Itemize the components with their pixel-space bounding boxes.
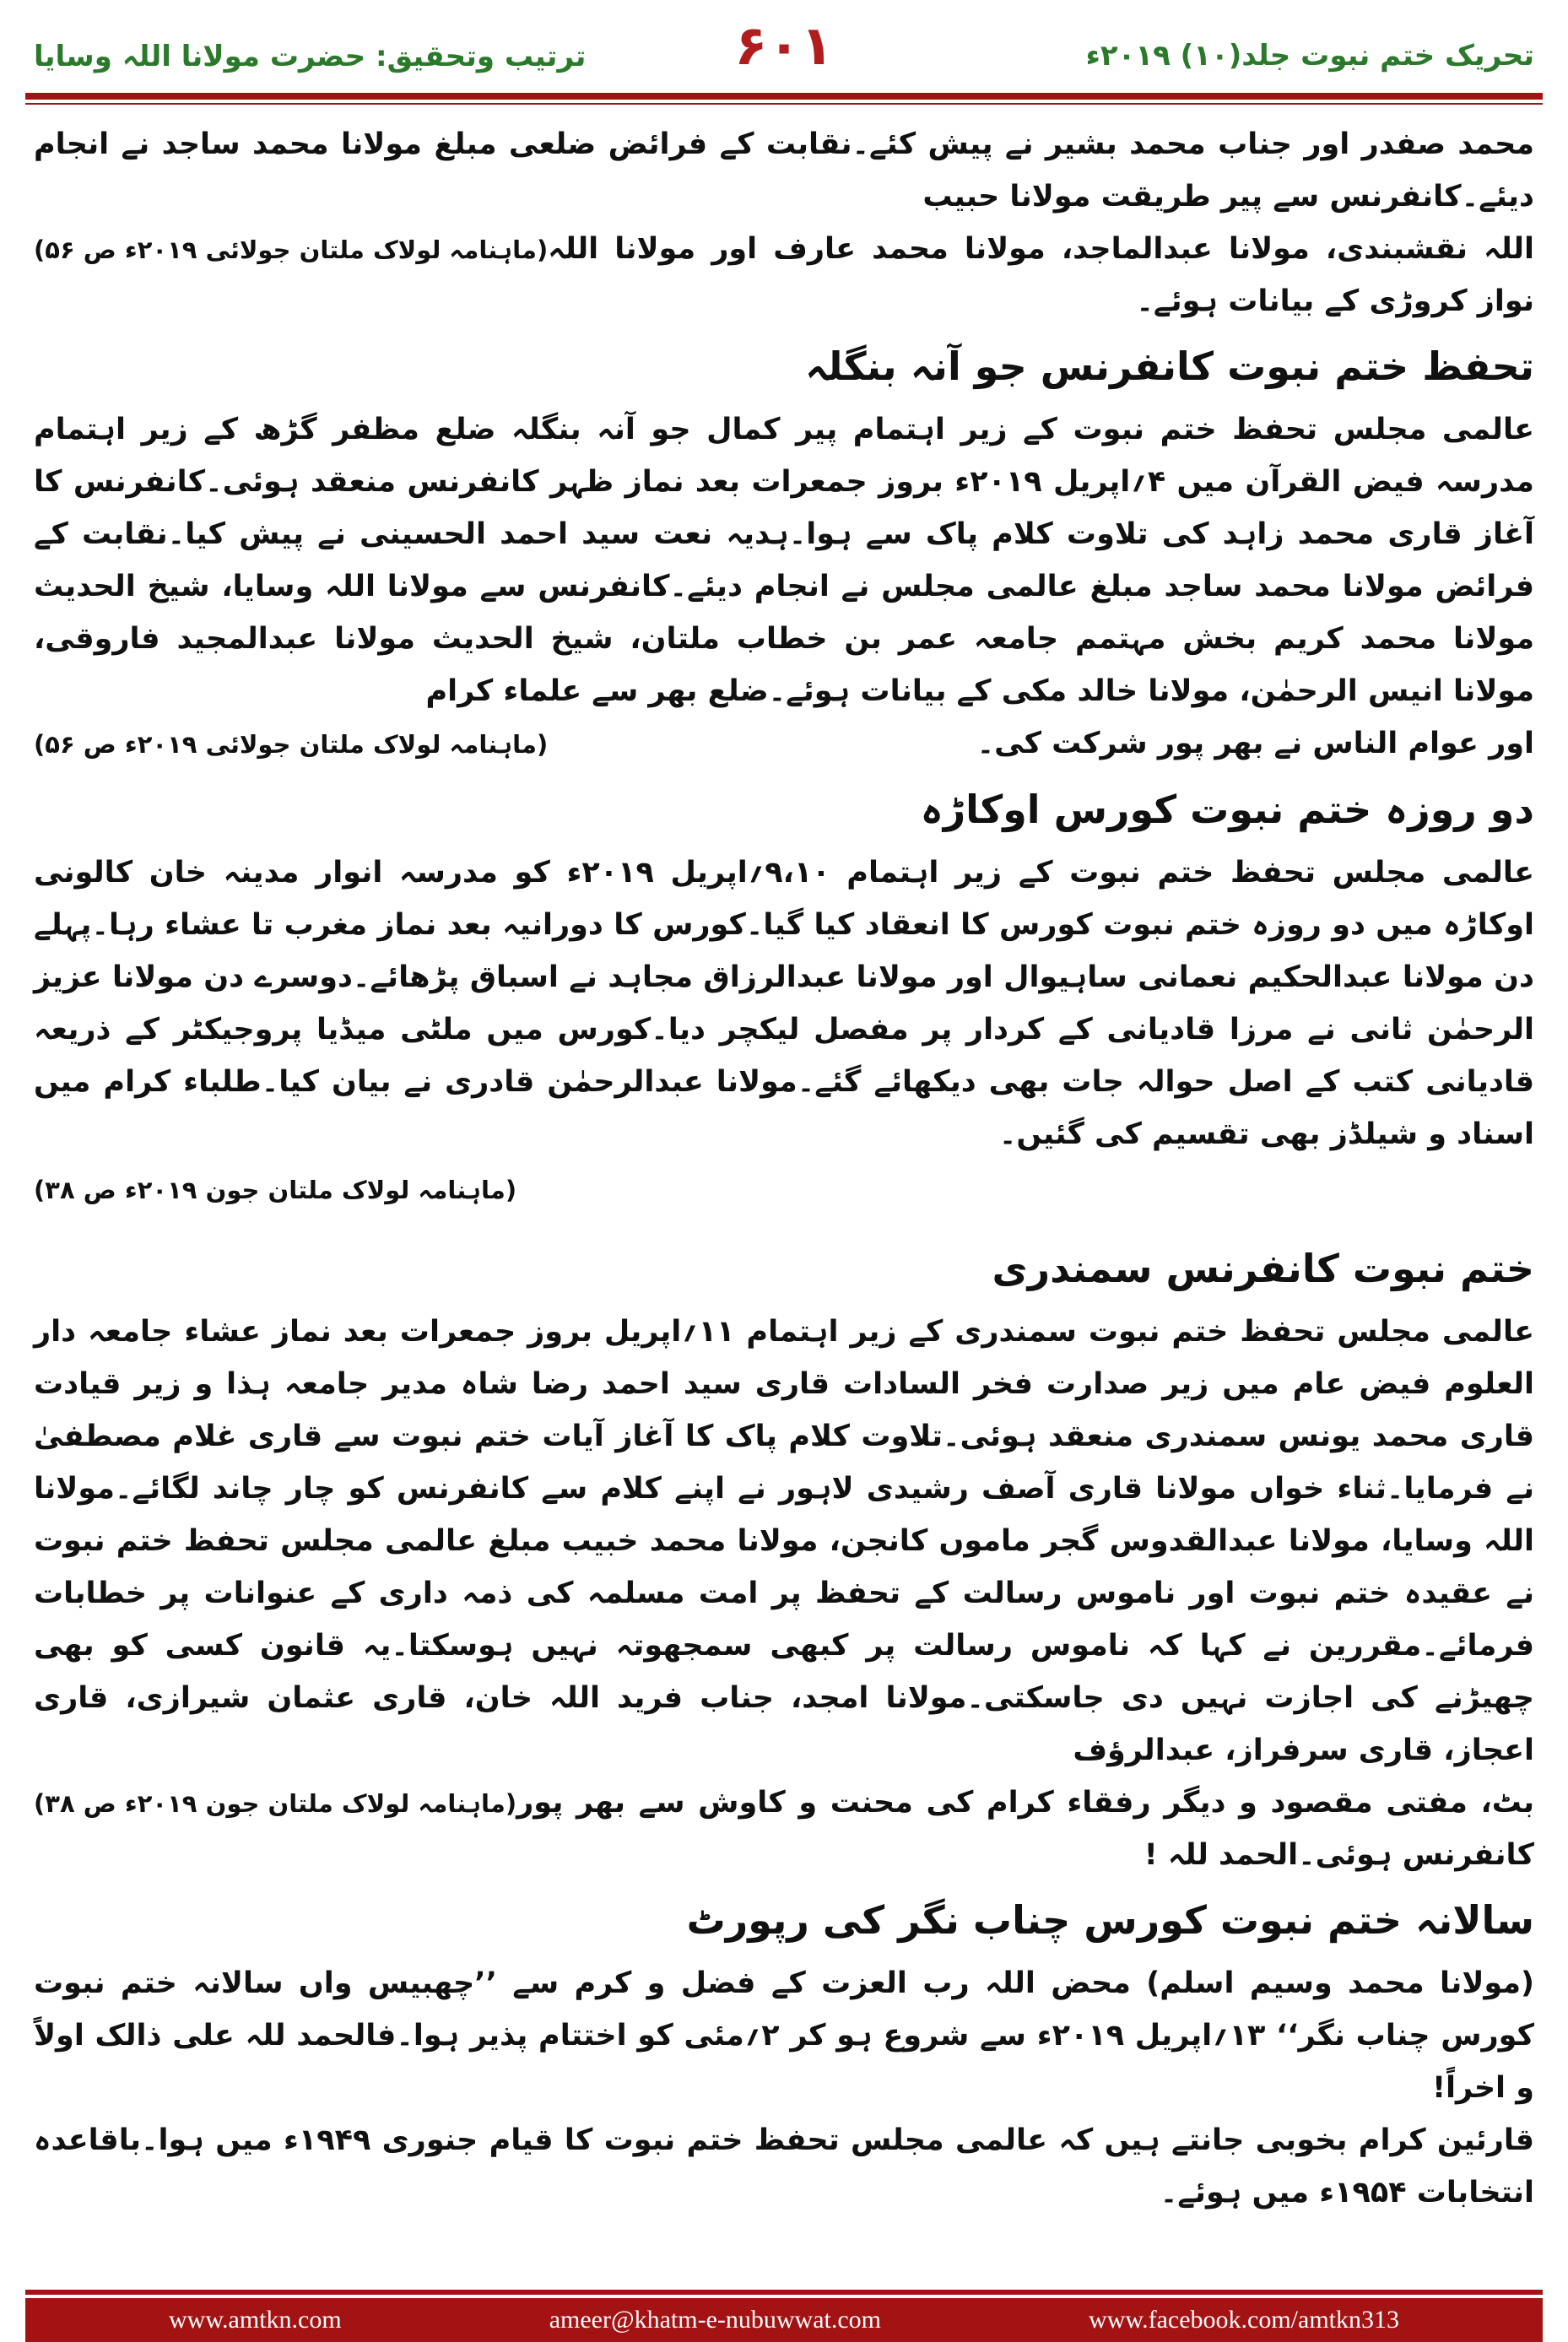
compiler-credit: ترتیب وتحقیق: حضرت مولانا اللہ وسایا bbox=[34, 40, 587, 73]
section-body-joana-bangla: عالمی مجلس تحفظ ختم نبوت کے زیر اہتمام پیر کمال جو آنہ بنگلہ ضلع مظفر گڑھ کے زیر اہتمام مدرسہ فیض القرآن میں ۴؍اپریل ۲۰۱۹ء بروز جمعرات بعد نماز ظہر کانفرنس منعقد ہوئی۔کانفرنس کا آغاز قاری محمد زاہد کی تلاوت کلام پاک سے ہوا۔ہدیہ نعت سید احمد الحسینی نے پیش کیا۔نقابت کے فرائض مولانا محمد ساجد مبلغ عالمی مجلس نے انجام دیئے۔کانفرنس سے مولانا اللہ وسایا، شیخ الحدیث مولانا محمد کریم بخش مہتمم جامعہ عمر بن خطاب ملتان، شیخ الحدیث مولانا عبدالمجید فاروقی، مولانا انیس الرحمٰن، مولانا خالد مکی کے بیانات ہوئے۔ضلع بھر سے علماء کرام bbox=[34, 413, 1534, 708]
section-body-samundri: عالمی مجلس تحفظ ختم نبوت سمندری کے زیر اہتمام ۱۱؍اپریل بروز جمعرات بعد نماز عشاء جامعہ دار العلوم فیض عام میں زیر صدارت فخر السادات قاری سید احمد رضا شاہ مدیر جامعہ ہذا و زیر قیادت قاری محمد یونس سمندری منعقد ہوئی۔تلاوت کلام پاک کا آغاز آیات ختم نبوت سے قاری غلام مصطفیٰ نے فرمایا۔ثناء خواں مولانا قاری آصف رشیدی لاہور نے اپنے کلام سے کانفرنس کو چار چاند لگائے۔مولانا اللہ وسایا، مولانا عبدالقدوس گجر ماموں کانجن، مولانا محمد خبیب مبلغ عالمی مجلس تحفظ ختم نبوت نے عقیدہ ختم نبوت اور ناموس رسالت کے تحفظ پر امت مسلمہ کی ذمہ داری کے عنوانات پر خطابات فرمائے۔مقررین نے کہا کہ ناموس رسالت پر کبھی سمجھوتہ نہیں ہوسکتا۔یہ قانون کسی کو بھی چھیڑنے کی اجازت نہیں دی جاسکتی۔مولانا امجد، جناب فرید اللہ خان، قاری عثمان شیرازی، قاری اعجاز، قاری سرفراز، عبدالرؤف bbox=[34, 1315, 1534, 1767]
header-rule-thin bbox=[25, 103, 1543, 105]
section2-source: (ماہنامہ لولاک ملتان جون ۲۰۱۹ء ص ۳۸) bbox=[34, 1176, 517, 1204]
page-content bbox=[34, 118, 1534, 2249]
section1-source: (ماہنامہ لولاک ملتان جولائی ۲۰۱۹ء ص ۵۶) bbox=[34, 730, 549, 759]
footer-rule bbox=[25, 2290, 1543, 2295]
page-footer bbox=[25, 2298, 1543, 2342]
section-body-chenab-nagar-2: قارئین کرام بخوبی جانتے ہیں کہ عالمی مجلس تحفظ ختم نبوت کا قیام جنوری ۱۹۴۹ء میں ہوا۔باقاعدہ انتخابات ۱۹۵۴ء میں ہوئے۔ bbox=[34, 2123, 1534, 2209]
footer-email-link[interactable]: ameer@khatm-e-nubuwwat.com bbox=[549, 2306, 882, 2334]
intro-line-1: محمد صفدر اور جناب محمد بشیر نے پیش کئے۔نقابت کے فرائض ضلعی مبلغ مولانا محمد ساجد نے انجام دیئے۔کانفرنس سے پیر طریقت مولانا حبیب bbox=[34, 127, 1534, 214]
section1-last-line: اور عوام الناس نے بھر پور شرکت کی۔ bbox=[976, 727, 1534, 760]
header-rule bbox=[25, 93, 1543, 100]
section1-last-row bbox=[34, 717, 1534, 771]
section-heading-joana-bangla: تحفظ ختم نبوت کانفرنس جو آنہ بنگلہ bbox=[805, 343, 1534, 389]
section-body-okara-course: عالمی مجلس تحفظ ختم نبوت کے زیر اہتمام ۹،۱۰؍اپریل ۲۰۱۹ء کو مدرسہ انوار مدینہ خان کالونی اوکاڑہ میں دو روزہ ختم نبوت کورس کا انعقاد کیا گیا۔کورس کا دورانیہ بعد نماز مغرب تا عشاء رہا۔پہلے دن مولانا عبدالحکیم نعمانی ساہیوال اور مولانا عبدالرزاق مجاہد نے اسباق پڑھائے۔دوسرے دن مولانا عزیز الرحمٰن ثانی نے مرزا قادیانی کے کردار پر مفصل لیکچر دیا۔کورس میں ملٹی میڈیا پروجیکٹر کے ذریعہ قادیانی کتب کے اصل حوالہ جات بھی دیکھائے گئے۔مولانا عبدالرحمٰن قادری نے بیان کیا۔طلباء کرام میں اسناد و شیلڈز بھی تقسیم کی گئیں۔ bbox=[34, 856, 1534, 1151]
book-title: تحریک ختم نبوت جلد(۱۰) ۲۰۱۹ء bbox=[1085, 39, 1534, 73]
intro-line-2-row bbox=[34, 223, 1534, 327]
section-heading-samundri: ختم نبوت کانفرنس سمندری bbox=[992, 1246, 1534, 1291]
footer-facebook-link[interactable]: www.facebook.com/amtkn313 bbox=[1089, 2306, 1399, 2334]
section3-last-line: بٹ، مفتی مقصود و دیگر رفقاء کرام کی محنت و کاوش سے بھر پور کانفرنس ہوئی۔الحمد للہ ! bbox=[516, 1786, 1534, 1872]
section-heading-okara-course: دو روزہ ختم نبوت کورس اوکاڑہ bbox=[920, 787, 1534, 832]
footer-website-link[interactable]: www.amtkn.com bbox=[169, 2306, 342, 2334]
section3-last-row bbox=[34, 1777, 1534, 1881]
intro-source: (ماہنامہ لولاک ملتان جولائی ۲۰۱۹ء ص ۵۶) bbox=[34, 235, 549, 264]
intro-line-2: اللہ نقشبندی، مولانا عبدالماجد، مولانا محمد عارف اور مولانا اللہ نواز کروڑی کے بیانات ہوئے۔ bbox=[548, 232, 1534, 318]
section3-source: (ماہنامہ لولاک ملتان جون ۲۰۱۹ء ص ۳۸) bbox=[34, 1789, 517, 1818]
section-body-chenab-nagar-1: (مولانا محمد وسیم اسلم) محض اللہ رب العزت کے فضل و کرم سے ’’چھبیس واں سالانہ ختم نبوت کورس چناب نگر‘‘ ۱۳؍اپریل ۲۰۱۹ء سے شروع ہو کر ۲؍مئی کو اختتام پذیر ہوا۔فالحمد للہ علی ذالک اولاً و اخراً! bbox=[34, 1966, 1534, 2105]
section-heading-chenab-nagar: سالانہ ختم نبوت کورس چناب نگر کی رپورٹ bbox=[686, 1897, 1534, 1943]
page-header bbox=[34, 15, 1534, 91]
page-number: ۶۰۱ bbox=[734, 15, 834, 78]
